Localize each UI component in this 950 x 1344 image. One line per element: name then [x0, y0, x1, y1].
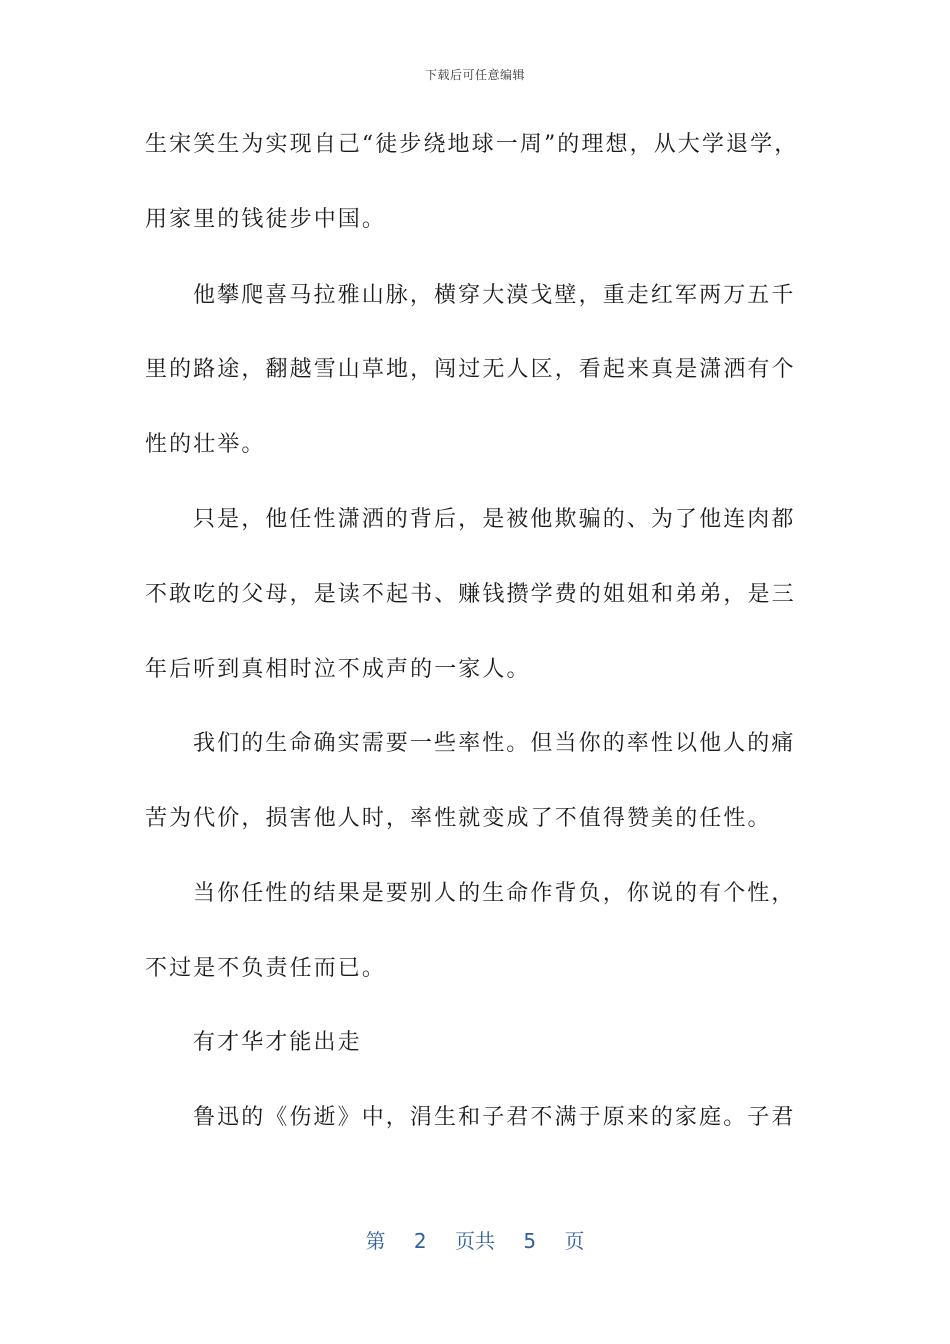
- footer-total-pages: 5: [523, 1229, 537, 1253]
- text-line: 生宋笑生为实现自己“徒步绕地球一周”的理想，从大学退学，: [145, 132, 799, 157]
- page-header: 下载后可任意编辑: [424, 68, 525, 82]
- text-line: 只是，他任性潇洒的背后，是被他欺骗的、为了他连肉都: [193, 507, 796, 532]
- text-line: 性的壮举。: [145, 432, 266, 457]
- text-line: 鲁迅的《伤逝》中，涓生和子君不满于原来的家庭。子君: [193, 1105, 796, 1130]
- text-line: 苦为代价，损害他人时，率性就变成了不值得赞美的任性。: [145, 806, 772, 831]
- text-line: 不敢吃的父母，是读不起书、赚钱攒学费的姐姐和弟弟，是三: [145, 582, 796, 607]
- section-heading: 有才华才能出走: [193, 1030, 362, 1055]
- footer-prefix: 第: [365, 1229, 386, 1253]
- footer-current-page: 2: [413, 1229, 427, 1253]
- text-line: 他攀爬喜马拉雅山脉，横穿大漠戈壁，重走红军两万五千: [193, 283, 796, 308]
- page-footer: [0, 1225, 950, 1254]
- text-line: 不过是不负责任而已。: [145, 956, 387, 981]
- text-line: 用家里的钱徒步中国。: [145, 207, 387, 232]
- text-line: 年后听到真相时泣不成声的一家人。: [145, 657, 531, 682]
- footer-middle: 页共: [455, 1229, 495, 1253]
- text-line: 里的路途，翻越雪山草地，闯过无人区，看起来真是潇洒有个: [145, 357, 796, 382]
- footer-suffix: 页: [564, 1229, 585, 1253]
- text-line: 我们的生命确实需要一些率性。但当你的率性以他人的痛: [193, 731, 796, 756]
- text-line: 当你任性的结果是要别人的生命作背负，你说的有个性，: [193, 881, 796, 906]
